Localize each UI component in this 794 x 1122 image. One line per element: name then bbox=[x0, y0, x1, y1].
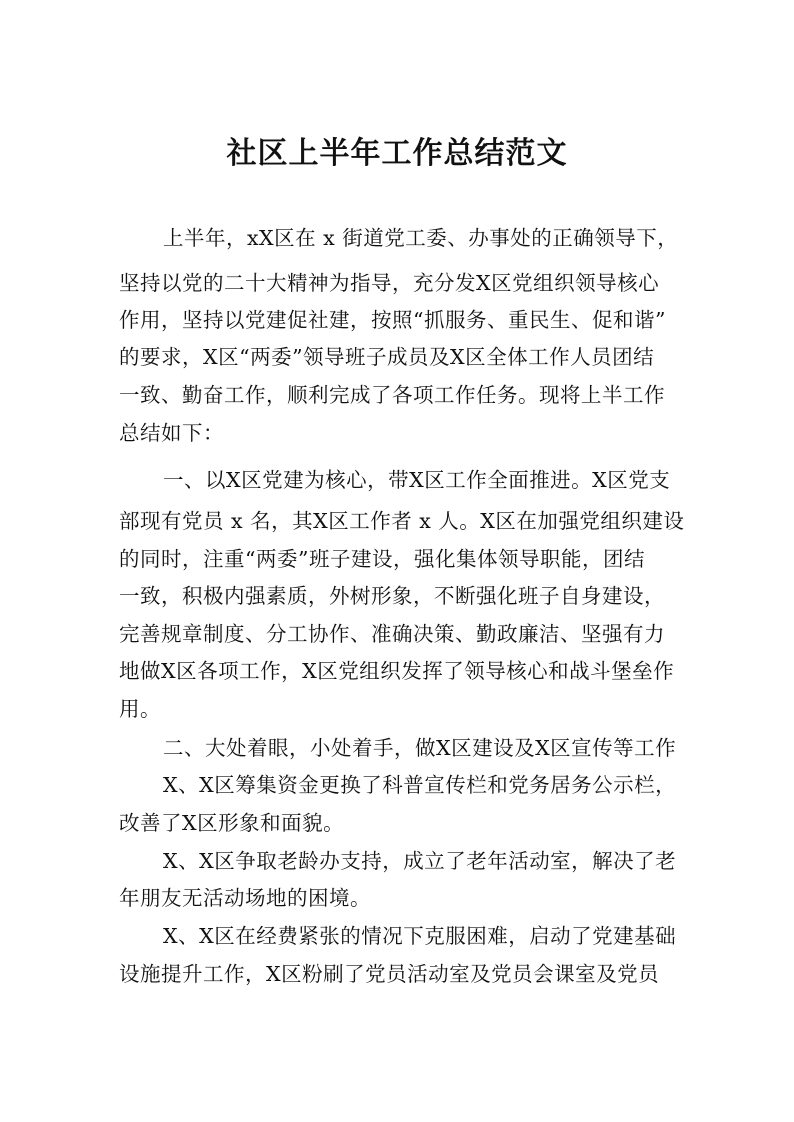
paragraph-line: 上半年，xX区在 x 街道党工委、办事处的正确领导下， bbox=[163, 226, 679, 250]
paragraph-line: 用。 bbox=[119, 697, 161, 721]
paragraph-line: 完善规章制度、分工协作、准确决策、勤政廉洁、坚强有力 bbox=[119, 622, 665, 646]
paragraph-line: X、X区争取老龄办支持，成立了老年活动室，解决了老 bbox=[163, 849, 677, 873]
paragraph-line: X、X区在经费紧张的情况下克服困难，启动了党建基础 bbox=[163, 924, 677, 948]
paragraph-line: X、X区筹集资金更换了科普宣传栏和党务居务公示栏， bbox=[163, 773, 677, 797]
paragraph-line: 地做X区各项工作，X区党组织发挥了领导核心和战斗堡垒作 bbox=[119, 659, 675, 683]
paragraph-line: 改善了X区形象和面貌。 bbox=[119, 811, 345, 835]
paragraph-line: 作用，坚持以党建促社建，按照“抓服务、重民生、促和谐” bbox=[119, 308, 666, 332]
paragraph-line: 的同时，注重“两委”班子建设，强化集体领导职能，团结 bbox=[119, 547, 645, 571]
paragraph-line: 坚持以党的二十大精神为指导，充分发X区党组织领导核心 bbox=[119, 271, 660, 295]
paragraph-line: 一致，积极内强素质，外树形象，不断强化班子自身建设， bbox=[119, 584, 665, 608]
paragraph-line: 一致、勤奋工作，顺利完成了各项工作任务。现将上半工作 bbox=[119, 383, 665, 407]
paragraph-line: 年朋友无活动场地的困境。 bbox=[119, 886, 371, 910]
paragraph-line: 总结如下： bbox=[119, 421, 224, 445]
paragraph-line: 部现有党员 x 名，其X区工作者 x 人。X区在加强党组织建设 bbox=[119, 509, 685, 533]
paragraph-line: 的要求，X区“两委”领导班子成员及X区全体工作人员团结 bbox=[119, 345, 655, 369]
paragraph-line: 二、大处着眼，小处着手，做X区建设及X区宣传等工作 bbox=[163, 736, 677, 760]
paragraph-line: 一、以X区党建为核心，带X区工作全面推进。X区党支 bbox=[163, 468, 671, 492]
document-title: 社区上半年工作总结范文 bbox=[226, 136, 568, 171]
paragraph-line: 设施提升工作，X区粉刷了党员活动室及党员会课室及党员 bbox=[119, 962, 660, 986]
